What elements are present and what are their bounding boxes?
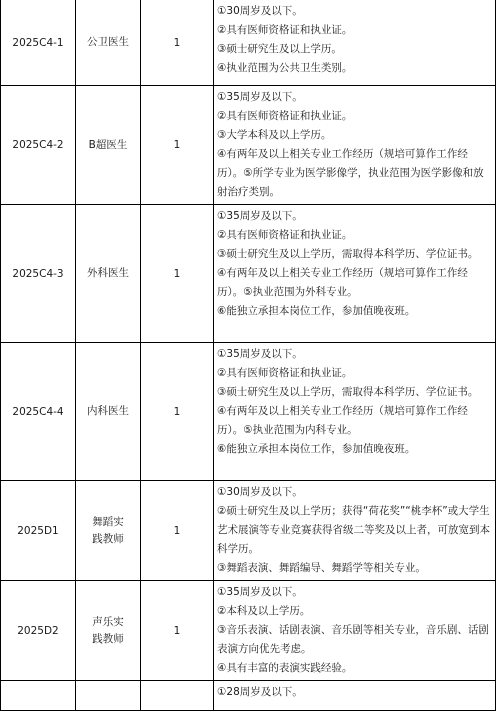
requirement-item: ③音乐表演、话剧表演、音乐剧等相关专业，音乐剧、话剧表演方向优先考虑。 bbox=[217, 624, 489, 655]
requirement-item: ③大学本科及以上学历。 bbox=[217, 129, 332, 141]
requirement-item: ③硕士研究生及以上学历。 bbox=[217, 43, 342, 55]
table-row bbox=[1, 681, 496, 711]
requirement-item: ④有两年及以上相关专业工作经历（规培可算作工作经历）。⑤执业范围为外科专业。 bbox=[217, 267, 468, 298]
position-requirements bbox=[214, 0, 496, 86]
position-name-text: 内科医生 bbox=[87, 405, 129, 417]
requirement-item: ①35周岁及以下。 bbox=[217, 91, 303, 103]
position-name-text: 公卫医生 bbox=[87, 36, 129, 48]
requirement-item: ①35周岁及以下。 bbox=[217, 348, 303, 360]
position-name-text: 外科医生 bbox=[87, 267, 129, 279]
requirement-item: ②具有医师资格证和执业证。 bbox=[217, 24, 353, 36]
requirement-item: ②具有医师资格证和执业证。 bbox=[217, 229, 353, 241]
requirement-item: ④执业范围为公共卫生类别。 bbox=[217, 62, 353, 74]
position-requirements bbox=[214, 343, 496, 481]
position-requirements bbox=[214, 581, 496, 681]
position-name-text: 声乐实践教师 bbox=[92, 615, 124, 645]
requirement-item: ①35周岁及以下。 bbox=[217, 210, 303, 222]
table-row bbox=[1, 481, 496, 581]
requirement-item: ④有两年及以上相关专业工作经历（规培可算作工作经历）。⑤所学专业为医学影像学，执业范围为医学影像和放射治疗类别。 bbox=[217, 148, 484, 198]
requirement-item: ①35周岁及以下。 bbox=[217, 586, 303, 598]
position-name bbox=[76, 681, 141, 711]
position-count: 1 bbox=[141, 86, 214, 205]
position-code: 2025C4-1 bbox=[1, 0, 76, 86]
position-name bbox=[76, 481, 141, 581]
position-code: 2025D2 bbox=[1, 581, 76, 681]
position-requirements bbox=[214, 86, 496, 205]
position-requirements bbox=[214, 205, 496, 343]
position-name-text: B超医生 bbox=[88, 138, 128, 151]
position-count: 1 bbox=[141, 205, 214, 343]
requirement-item: ①30周岁及以下。 bbox=[217, 5, 303, 17]
requirement-item: ④具有丰富的表演实践经验。 bbox=[217, 662, 353, 674]
position-name-text: 舞蹈实践教师 bbox=[92, 515, 124, 545]
position-code: 2025C4-3 bbox=[1, 205, 76, 343]
requirement-item: ②具有医师资格证和执业证。 bbox=[217, 367, 353, 379]
requirement-item: ③舞蹈表演、舞蹈编导、舞蹈学等相关专业。 bbox=[217, 562, 426, 574]
position-count: 1 bbox=[141, 481, 214, 581]
position-count: 1 bbox=[141, 0, 214, 86]
requirement-item: ③硕士研究生及以上学历，需取得本科学历、学位证书。 bbox=[217, 386, 479, 398]
position-count: 1 bbox=[141, 343, 214, 481]
position-name bbox=[76, 0, 141, 86]
position-name bbox=[76, 86, 141, 205]
table-row bbox=[1, 205, 496, 343]
requirement-item: ①30周岁及以下。 bbox=[217, 486, 303, 498]
table-row bbox=[1, 0, 496, 86]
requirement-item: ②硕士研究生及以上学历；获得“荷花奖”“桃李杯”或大学生艺术展演等专业竞赛获得省级二等奖及以上者，可放宽到本科学历。 bbox=[217, 505, 490, 555]
requirement-item: ②本科及以上学历。 bbox=[217, 605, 311, 617]
requirement-item: ①28周岁及以下。 bbox=[217, 686, 303, 698]
position-code: 2025D1 bbox=[1, 481, 76, 581]
position-count: 1 bbox=[141, 581, 214, 681]
table-row bbox=[1, 581, 496, 681]
position-name bbox=[76, 343, 141, 481]
position-code: 2025C4-4 bbox=[1, 343, 76, 481]
table-row bbox=[1, 343, 496, 481]
requirement-item: ②具有医师资格证和执业证。 bbox=[217, 110, 353, 122]
position-code: 2025C4-2 bbox=[1, 86, 76, 205]
requirement-item: ③硕士研究生及以上学历，需取得本科学历、学位证书。 bbox=[217, 248, 479, 260]
position-code bbox=[1, 681, 76, 711]
requirement-item: ⑥能独立承担本岗位工作，参加值晚夜班。 bbox=[217, 305, 416, 317]
requirement-item: ④有两年及以上相关专业工作经历（规培可算作工作经历）。⑤执业范围为内科专业。 bbox=[217, 405, 468, 436]
position-name bbox=[76, 205, 141, 343]
position-requirements bbox=[214, 481, 496, 581]
position-count bbox=[141, 681, 214, 711]
requirement-item: ⑥能独立承担本岗位工作，参加值晚夜班。 bbox=[217, 443, 416, 455]
table-row bbox=[1, 86, 496, 205]
position-requirements bbox=[214, 681, 496, 711]
position-name bbox=[76, 581, 141, 681]
